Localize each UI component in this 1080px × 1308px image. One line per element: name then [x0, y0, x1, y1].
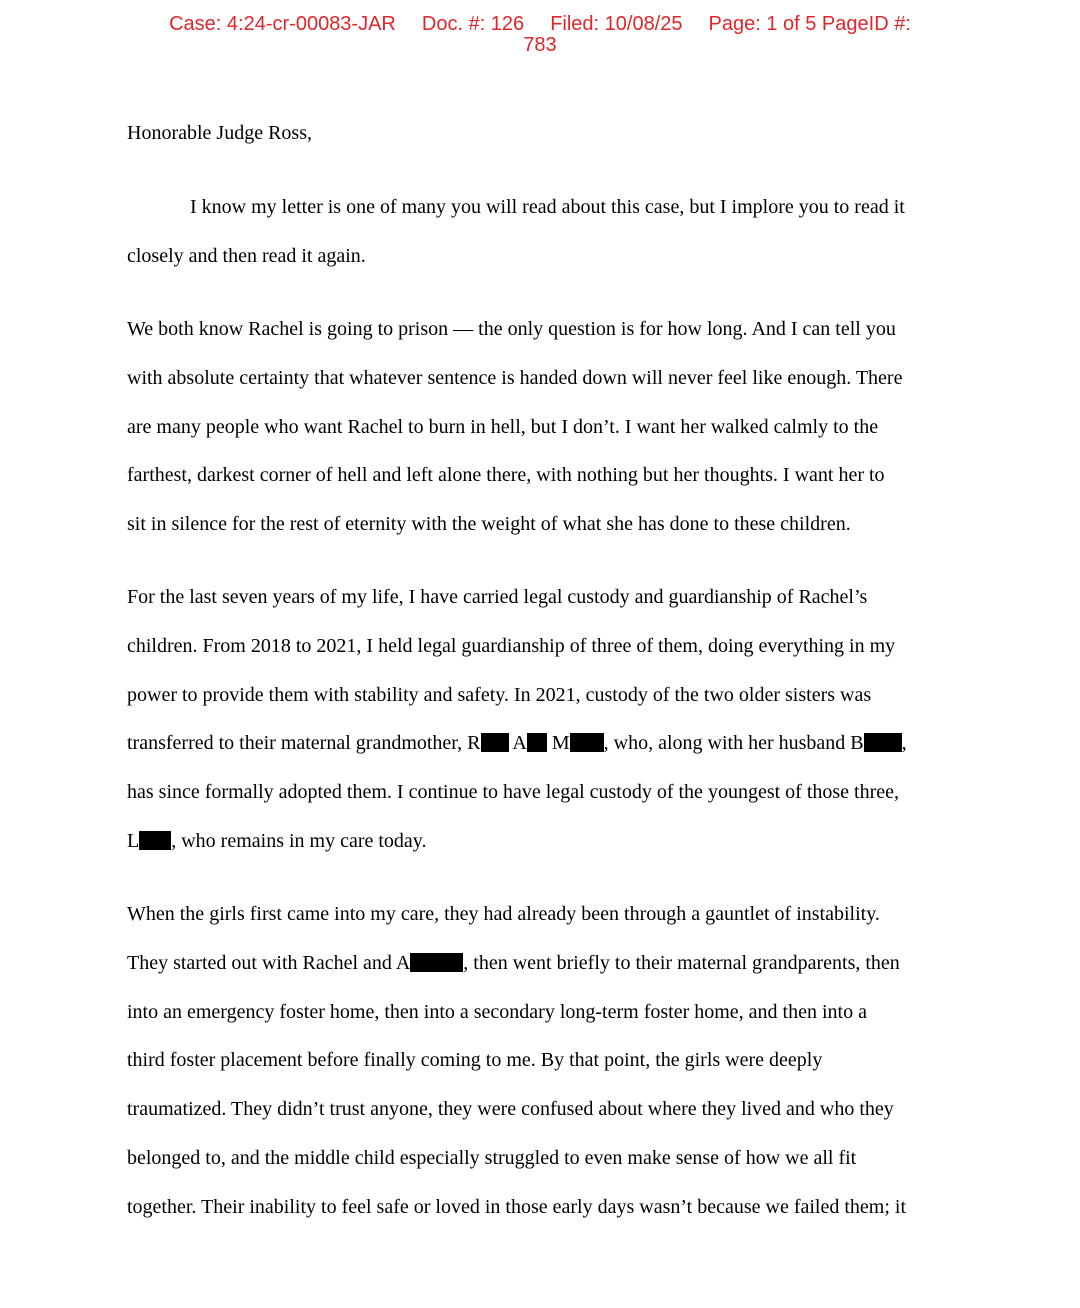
- text-segment: transferred to their maternal grandmother, R: [127, 732, 481, 755]
- text-line: We both know Rachel is going to prison — the only question is for how long. And I can tell you: [127, 318, 896, 340]
- redaction-box: [570, 733, 604, 752]
- redaction-box: [864, 733, 902, 752]
- court-filing-header: [0, 14, 1080, 56]
- text-line: are many people who want Rachel to burn in hell, but I don’t. I want her walked calmly to the: [127, 415, 879, 438]
- text-line: belonged to, and the middle child especially struggled to even make sense of how we all fit: [127, 1146, 857, 1169]
- text-line: [127, 719, 957, 768]
- redaction-box: [527, 733, 547, 752]
- text-line: I know my letter is one of many you will read about this case, but I implore you to read it: [190, 196, 905, 218]
- page-id: 783: [523, 34, 557, 56]
- text-line: has since formally adopted them. I continue to have legal custody of the youngest of those three,: [127, 781, 900, 804]
- text-segment: , then went briefly to their maternal grandparents, then: [463, 951, 900, 974]
- redaction-box: [481, 733, 509, 752]
- salutation: Honorable Judge Ross,: [127, 122, 312, 144]
- paragraph-4: [127, 890, 957, 1232]
- paragraph-3: [127, 573, 957, 866]
- case-number: Case: 4:24-cr-00083-JAR: [169, 13, 396, 35]
- text-line: When the girls first came into my care, they had already been through a gauntlet of instability.: [127, 903, 880, 925]
- text-line: children. From 2018 to 2021, I held legal guardianship of three of them, doing everything in my: [127, 634, 896, 657]
- text-line: together. Their inability to feel safe or loved in those early days wasn’t because we failed them; it: [127, 1195, 907, 1218]
- text-line: sit in silence for the rest of eternity with the weight of what she has done to these children.: [127, 513, 851, 536]
- paragraph-2: [127, 305, 957, 549]
- text-line: third foster placement before finally coming to me. By that point, the girls were deeply: [127, 1049, 823, 1072]
- filed-date: Filed: 10/08/25: [550, 13, 683, 35]
- text-line: [127, 817, 957, 866]
- redaction-box: [410, 953, 463, 972]
- paragraph-1: [127, 183, 957, 281]
- text-line: For the last seven years of my life, I have carried legal custody and guardianship of Rachel’s: [127, 586, 868, 608]
- text-segment: M: [546, 732, 570, 755]
- text-line: closely and then read it again.: [127, 244, 366, 267]
- text-segment: A: [508, 732, 527, 755]
- page-indicator: Page: 1 of 5 PageID #:: [708, 13, 911, 35]
- document-number: Doc. #: 126: [421, 13, 525, 35]
- text-segment: They started out with Rachel and A: [127, 951, 411, 974]
- text-line: [127, 939, 957, 988]
- text-line: traumatized. They didn’t trust anyone, they were confused about where they lived and who they: [127, 1098, 894, 1121]
- text-line: farthest, darkest corner of hell and left alone there, with nothing but her thoughts. I want her to: [127, 464, 885, 487]
- text-segment: , who, along with her husband B: [603, 732, 864, 755]
- text-segment: , who remains in my care today.: [171, 829, 427, 852]
- text-segment: ,: [901, 732, 907, 755]
- text-segment: L: [127, 829, 140, 852]
- text-line: with absolute certainty that whatever sentence is handed down will never feel like enough. There: [127, 366, 903, 389]
- text-line: into an emergency foster home, then into a secondary long-term foster home, and then into a: [127, 1000, 867, 1023]
- redaction-box: [139, 831, 171, 850]
- text-line: power to provide them with stability and safety. In 2021, custody of the two older sisters was: [127, 683, 872, 706]
